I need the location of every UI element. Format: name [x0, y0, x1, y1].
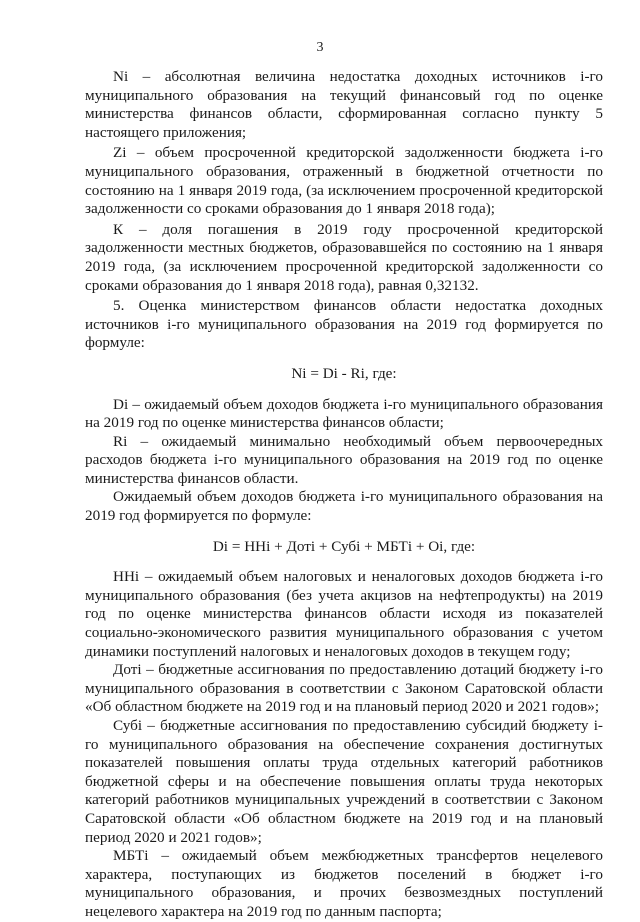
- paragraph-dot-definition: Дотi – бюджетные ассигнования по предоставлению дотаций бюджету i-го муниципального образования в соответствии с Законом Саратовской области «Об областном бюджете на 2019 год и на плановый период 2020 и 2021 годов»;: [85, 661, 603, 716]
- paragraph-nn-definition: ННi – ожидаемый объем налоговых и неналоговых доходов бюджета i-го муниципального образования (без учета акцизов на нефтепродукты) на 2019 год по оценке министерства финансов области исходя из показателей социально-экономического развития муниципального образования с учетом динамики поступлений налоговых и неналоговых доходов в текущем году;: [85, 568, 603, 660]
- page-number: 3: [316, 40, 324, 55]
- paragraph-di-definition: Di – ожидаемый объем доходов бюджета i-го муниципального образования на 2019 год по оценке министерства финансов области;: [85, 395, 603, 432]
- paragraph-mbt-definition: МБТi – ожидаемый объем межбюджетных трансфертов нецелевого характера, поступающих из бюджетов поселений в бюджет i-го муниципального образования, и прочих безвозмездных поступлений нецелевого характера на 2019 год по данным паспорта;: [85, 847, 603, 920]
- paragraph-di-formula-intro: Ожидаемый объем доходов бюджета i-го муниципального образования на 2019 год формируется по формуле:: [85, 488, 603, 525]
- paragraph-ri-definition: Ri – ожидаемый минимально необходимый объем первоочередных расходов бюджета i-го муниципального образования на 2019 год по оценке министерства финансов области.: [85, 432, 603, 487]
- formula-ni: Ni = Di - Ri, где:: [291, 364, 397, 382]
- paragraph-ni-definition: Ni – абсолютная величина недостатка доходных источников i-го муниципального образования на текущий финансовый год по оценке министерства финансов области, сформированная согласно пункту 5 настоящего приложения;: [85, 68, 603, 141]
- paragraph-zi-definition: Zi – объем просроченной кредиторской задолженности бюджета i-го муниципального образования, отраженный в бюджетной отчетности по состоянию на 1 января 2019 года, (за исключением просроченной кредиторской задолженности со сроками образования до 1 января 2018 года);: [85, 144, 603, 218]
- paragraph-section-5: 5. Оценка министерством финансов области недостатка доходных источников i-го муниципального образования на 2019 год формируется по формуле:: [85, 297, 603, 352]
- paragraph-sub-definition: Субi – бюджетные ассигнования по предоставлению субсидий бюджету i-го муниципального образования на обеспечение сохранения достигнутых показателей повышения оплаты труда отдельных категорий работников бюджетной сферы и на обеспечение повышения оплаты труда некоторых категорий работников муниципальных учреждений в соответствии с Законом Саратовской области «Об областном бюджете на 2019 год и на плановый период 2020 и 2021 годов»;: [85, 717, 603, 846]
- document-body: [85, 68, 603, 922]
- formula-di: Di = ННi + Дотi + Субi + МБТi + Оi, где:: [212, 537, 476, 555]
- paragraph-k-definition: К – доля погашения в 2019 году просроченной кредиторской задолженности местных бюджетов, образовавшейся по состоянию на 1 января 2019 года, (за исключением просроченной кредиторской задолженности со сроками образования до 1 января 2018 года), равная 0,32132.: [85, 220, 603, 294]
